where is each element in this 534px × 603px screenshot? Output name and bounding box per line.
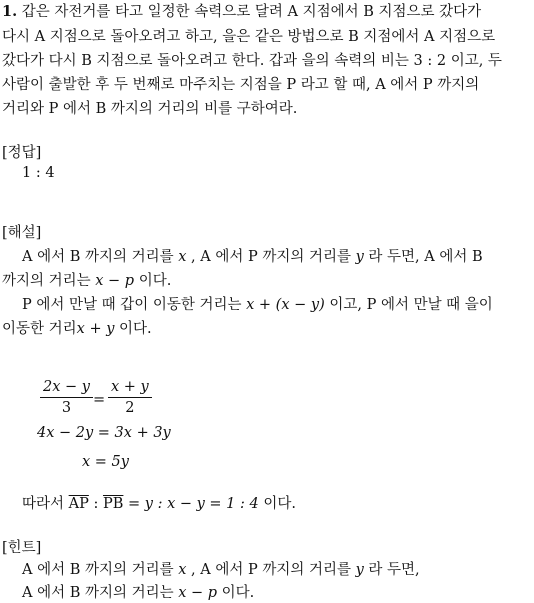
solution-label: [해설]	[2, 225, 42, 241]
solution-line-1: A 에서 B 까지의 거리를 x , A 에서 P 까지의 거리를 y 라 두면, A 에서 B	[22, 249, 483, 265]
fraction-left: $\frac{2x - y}{3}$	[40, 377, 93, 418]
solution-line-3: P 에서 만날 때 갑이 이동한 거리는 x + (x − y) 이고, P 에서 만날 때 을이	[22, 297, 493, 313]
problem-line-3: 갔다가 다시 B 지점으로 돌아오려고 한다. 갑과 을의 속력의 비는 3 : 2 이고, 두	[2, 53, 502, 69]
problem-number: 1.	[2, 3, 18, 20]
hint-line-1: A 에서 B 까지의 거리를 x , A 에서 P 까지의 거리를 y 라 두면,	[22, 562, 420, 578]
equation-2: 4x − 2y = 3x + 3y	[37, 425, 171, 441]
segment-pb: $\overline{PB}$	[102, 496, 124, 512]
equals-sign: =	[93, 392, 106, 408]
answer-label: [정답]	[2, 145, 42, 161]
problem-line-5: 거리와 P 에서 B 까지의 거리의 비를 구하여라.	[2, 101, 298, 117]
solution-conclusion: 따라서 $\overline{AP}$ : $\overline{PB} = y$ : x − y = 1 : 4 이다.	[22, 496, 296, 512]
solution-line-2: 까지의 거리는 x − p 이다.	[2, 273, 172, 289]
hint-line-2: A 에서 B 까지의 거리는 x − p 이다.	[22, 585, 255, 601]
solution-line-4: 이동한 거리x + y 이다.	[2, 321, 152, 337]
segment-ap: $\overline{AP}$	[68, 496, 89, 512]
problem-line-4: 사람이 출발한 후 두 번째로 마주치는 지점을 P 라고 할 때, A 에서 P 까지의	[2, 77, 480, 93]
hint-label: [힌트]	[2, 540, 42, 556]
equation-3: x = 5y	[82, 454, 129, 470]
problem-line-1: 1. 갑은 자전거를 타고 일정한 속력으로 달려 A 지점에서 B 지점으로 갔다가	[2, 3, 482, 20]
answer-value: 1 : 4	[22, 165, 55, 181]
problem-line-2: 다시 A 지점으로 돌아오려고 하고, 을은 같은 방법으로 B 지점에서 A 지점으로	[2, 29, 496, 45]
fraction-right: $\frac{x + y}{2}$	[108, 377, 152, 418]
